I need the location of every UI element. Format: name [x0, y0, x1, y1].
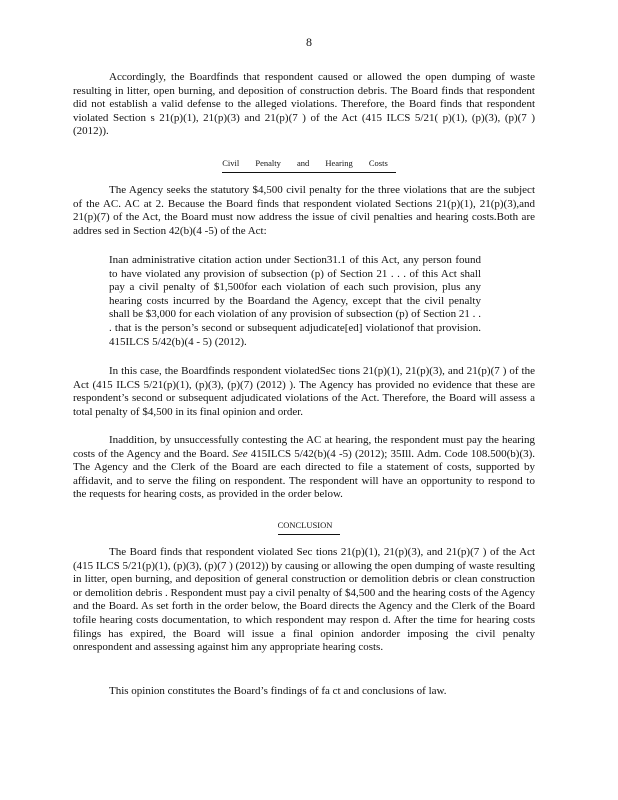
paragraph-findings: Accordingly, the Boardfinds that respondent caused or allowed the open dumping of waste resulting in litter, open burning, and deposition of construction debris. The Board finds that respondent did not establish a valid defense to the alleged violations. Therefore, the Board finds that respondent violated Section s 21(p)(1), 21(p)(3) and 21(p)(7 ) of the Act (415 ILCS 5/21( p)(1), (p)(3), (p)(7 ) (2012)). [73, 71, 535, 138]
see-citation-signal: See [232, 447, 248, 460]
section-heading-civil-penalty-text: Civil Penalty and Hearing Costs [222, 157, 396, 173]
paragraph-closing-statement: This opinion constitutes the Board’s findings of fa ct and conclusions of law. [109, 685, 447, 697]
statute-block-quote: Inan administrative citation action under Section31.1 of this Act, any person found to have violated any provision of subsection (p) of Section 21 . . . of this Act shall pay a civil penalty of $1,500for each violation of each such provision, plus any hearing costs incurred by the Boardand the Agency, except that the civil penalty shall be $3,000 for each violation of any provision of subsection (p) of Section 21 . . . that is the person’s second or subsequent adjudicate[ed] violationof that provision. 415ILCS 5/42(b)(4 - 5) (2012). [109, 254, 481, 348]
page-number: 8 [306, 35, 312, 49]
paragraph-penalty-assessment: In this case, the Boardfinds respondent violatedSec tions 21(p)(1), 21(p)(3), and 21(p)(7 ) of the Act (415 ILCS 5/21(p)(1), (p)(3), (p)(7) (2012) ). The Agency has provided no evidence that these are respondent’s second or subsequent adjudicated violations of the Act. Therefore, the Board will assess a total penalty of $4,500 in its final opinion and order. [73, 365, 535, 418]
hearing-costs-text-1: Inaddition, by unsuccessfully contesting the AC at hearing, the respondent must pay the hearing costs of the Agency and the Board. [73, 434, 535, 460]
section-heading-conclusion-text: CONCLUSION [278, 519, 341, 535]
paragraph-hearing-costs [73, 434, 535, 502]
section-heading-civil-penalty [0, 157, 618, 173]
paragraph-agency-penalty: The Agency seeks the statutory $4,500 civil penalty for the three violations that are the subject of the AC. AC at 2. Because the Board finds that respondent violated Sections 21(p)(1), 21(p)(3),and 21(p)(7) of the Act, the Board must now address the issue of civil penalties and hearing costs.Both are addres sed in Section 42(b)(4 -5) of the Act: [73, 184, 535, 237]
hearing-costs-text-2: 415ILCS 5/42(b)(4 -5) (2012); 35Ill. Adm. Code 108.500(b)(3). The Agency and the Clerk of the Board are each directed to file a statement of costs, supported by affidavit, and to serve the filing on respondent. The respondent will have an opportunity to respond to the requests for hearing costs, as provided in the order below. [73, 447, 536, 501]
section-heading-conclusion [0, 519, 618, 535]
paragraph-conclusion: The Board finds that respondent violated Sec tions 21(p)(1), 21(p)(3), and 21(p)(7 ) of the Act (415 ILCS 5/21(p)(1), (p)(3), (p)(7 ) (2012)) by causing or allowing the open dumping of waste resulting in litter, open burning, and deposition of general construction or demolition debris or clean construction or demolition debris . Respondent must pay a civil penalty of $4,500 and the hearing costs of the Agency and the Board. As set forth in the order below, the Board directs the Agency and the Clerk of the Board tofile hearing costs documentation, to which respondent may respon d. After the time for hearing costs filings has expired, the Board will issue a final opinion andorder imposing the civil penalty onrespondent and assessing against him any appropriate hearing costs. [73, 546, 535, 654]
